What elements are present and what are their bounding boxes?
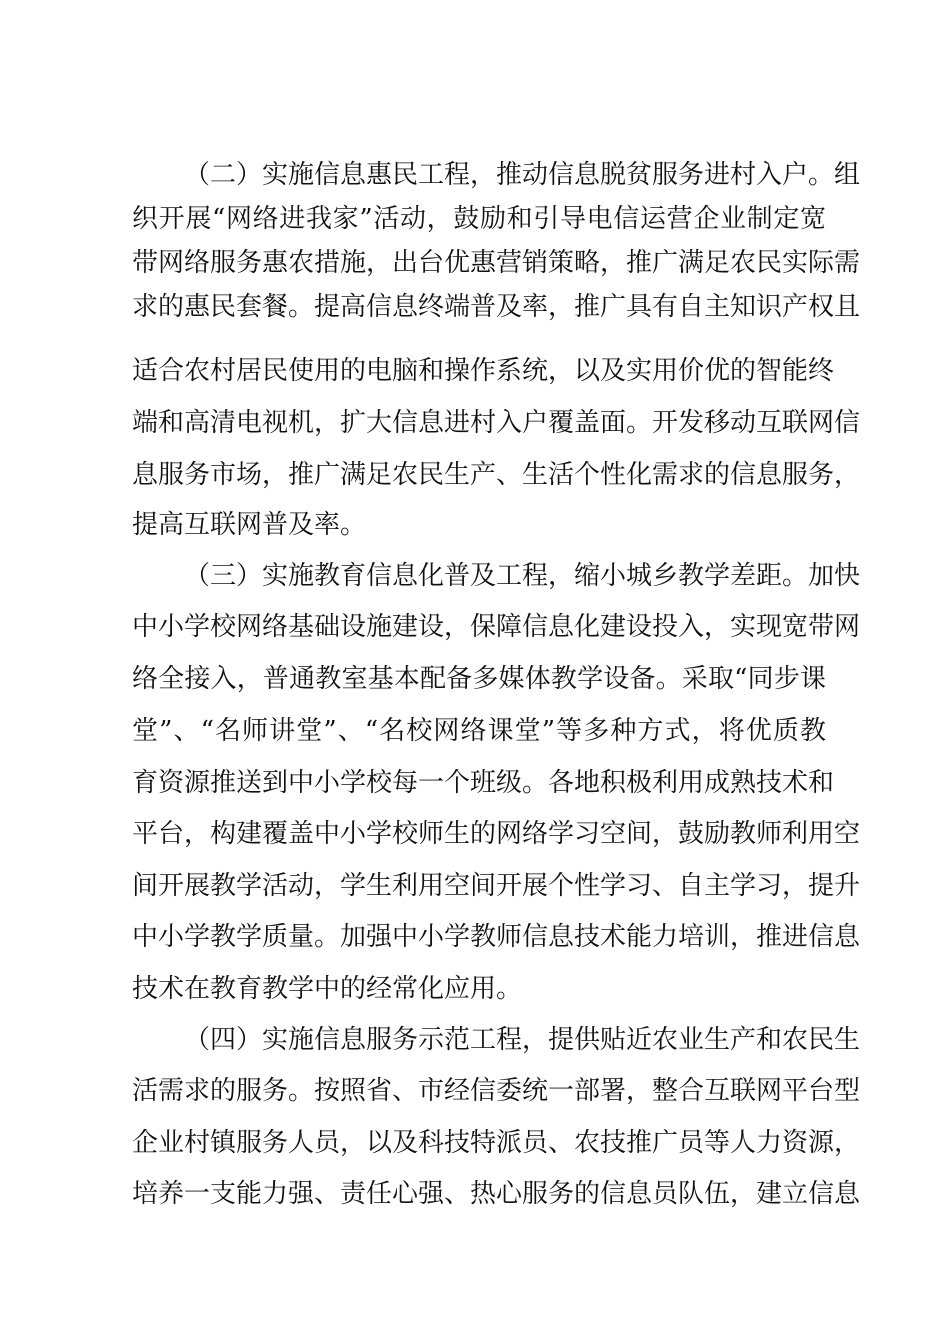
paragraph-line: 间开展教学活动，学生利用空间开展个性学习、自主学习，提升 [132, 871, 861, 901]
paragraph-line: （三）实施教育信息化普及工程，缩小城乡教学差距。加快 [184, 561, 861, 591]
paragraph-line: 适合农村居民使用的电脑和操作系统，以及实用价优的智能终 [132, 356, 835, 386]
paragraph-line: 培养一支能力强、责任心强、热心服务的信息员队伍，建立信息 [132, 1179, 861, 1209]
paragraph-line: 端和高清电视机，扩大信息进村入户覆盖面。开发移动互联网信 [132, 408, 861, 438]
paragraph-line: 络全接入，普通教室基本配备多媒体教学设备。采取“同步课 [132, 664, 826, 694]
paragraph-line: 活需求的服务。按照省、市经信委统一部署，整合互联网平台型 [132, 1076, 861, 1106]
paragraph-line: 平台，构建覆盖中小学校师生的网络学习空间，鼓励教师利用空 [132, 819, 861, 849]
paragraph-line: 堂”、“名师讲堂”、“名校网络课堂”等多种方式，将优质教 [132, 716, 826, 746]
paragraph-line: 提高互联网普及率。 [132, 510, 367, 540]
paragraph-line: 企业村镇服务人员，以及科技特派员、农技推广员等人力资源， [132, 1128, 861, 1158]
paragraph-line: 带网络服务惠农措施，出台优惠营销策略，推广满足农民实际需 [132, 248, 861, 278]
paragraph-line: 织开展“网络进我家”活动，鼓励和引导电信运营企业制定宽 [132, 204, 826, 234]
paragraph-line: （二）实施信息惠民工程，推动信息脱贫服务进村入户。组 [184, 160, 861, 190]
paragraph-line: 息服务市场，推广满足农民生产、生活个性化需求的信息服务， [132, 460, 861, 490]
paragraph-line: 技术在教育教学中的经常化应用。 [132, 974, 523, 1004]
paragraph-line: 中小学校网络基础设施建设，保障信息化建设投入，实现宽带网 [132, 612, 861, 642]
paragraph-line: 育资源推送到中小学校每一个班级。各地积极利用成熟技术和 [132, 768, 835, 798]
paragraph-line: 求的惠民套餐。提高信息终端普及率，推广具有自主知识产权且 [132, 292, 861, 322]
paragraph-line: 中小学教学质量。加强中小学教师信息技术能力培训，推进信息 [132, 922, 861, 952]
paragraph-line: （四）实施信息服务示范工程，提供贴近农业生产和农民生 [184, 1025, 861, 1055]
